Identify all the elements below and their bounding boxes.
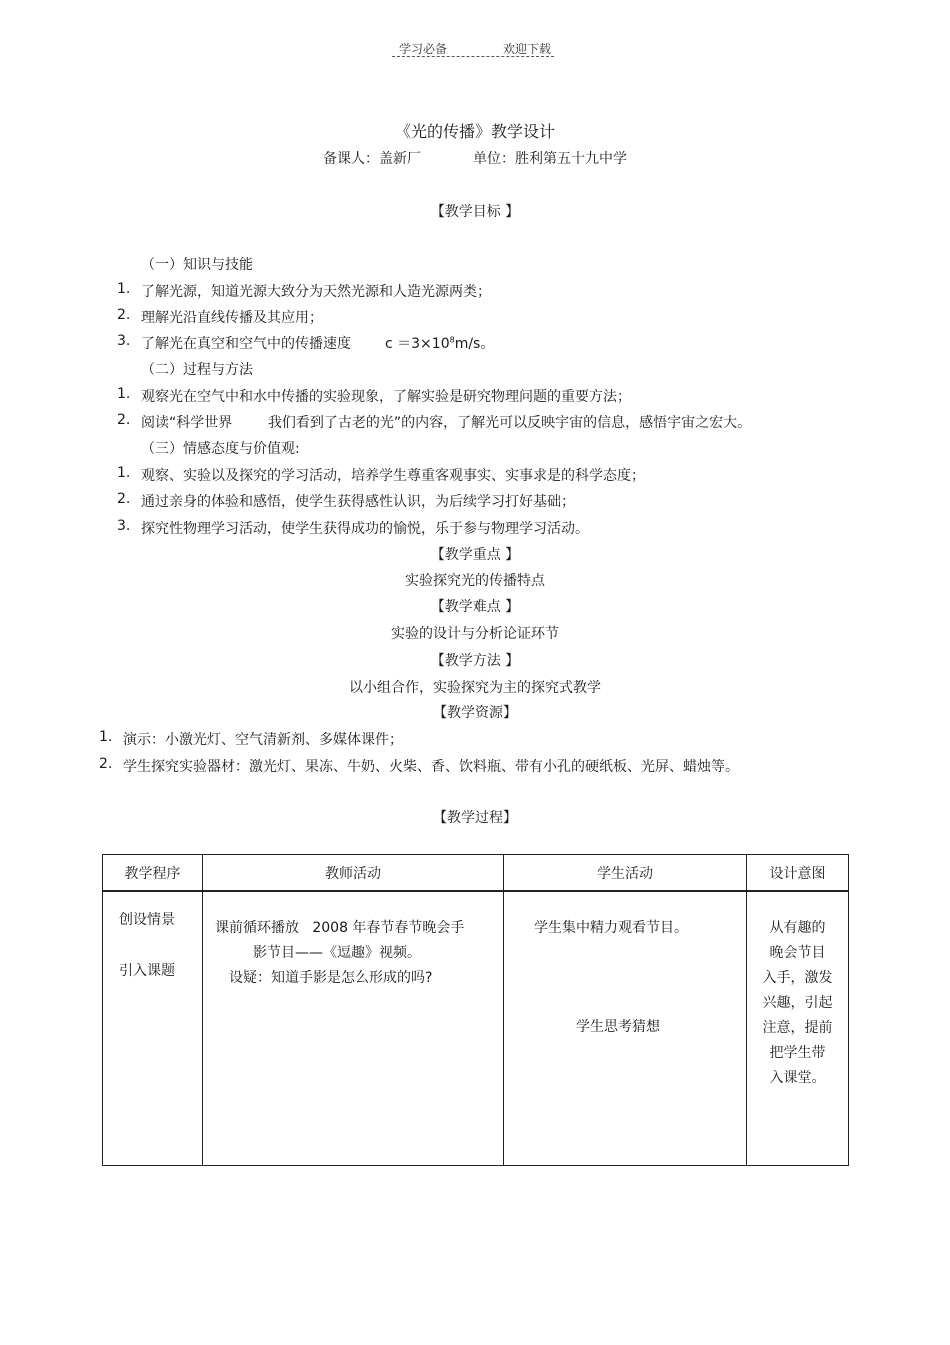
list-item: 观察、实验以及探究的学习活动，培养学生尊重客观事实、实事求是的科学态度； [141, 468, 645, 484]
process-heading: （二）过程与方法 [141, 362, 253, 378]
method-content: 以小组合作，实验探究为主的探究式教学 [349, 680, 601, 696]
list-item: 了解光源，知道光源大致分为天然光源和人造光源两类； [141, 284, 491, 300]
design-intent-cell [747, 891, 849, 1166]
key-point-content: 实验探究光的传播特点 [405, 573, 545, 589]
teacher-line: 设疑：知道手影是怎么形成的吗? [229, 970, 433, 986]
list-number: 3. [117, 518, 131, 534]
list-item: 学生探究实验器材：激光灯、果冻、牛奶、火柴、香、饮料瓶、带有小孔的硬纸板、光屏、蜡烛等。 [123, 759, 739, 775]
list-item: 理解光沿直线传播及其应用； [141, 310, 323, 326]
preparer: 备课人：盖新厂 [323, 151, 421, 167]
procedure-cell [103, 891, 203, 1166]
list-number: 2. [117, 307, 131, 323]
list-number: 2. [99, 756, 113, 772]
header-left: 学习必备 [398, 42, 447, 56]
list-number: 1. [117, 386, 131, 402]
intent-line: 注意，提前 [762, 1020, 833, 1036]
column-header: 教师活动 [203, 855, 504, 892]
intent-line: 入课堂。 [769, 1070, 826, 1086]
resources-heading: 【教学资源】 [433, 705, 517, 721]
list-number: 2. [117, 491, 131, 507]
table-header-row [103, 855, 849, 892]
intent-line: 兴趣，引起 [762, 995, 833, 1011]
list-number: 1. [117, 281, 131, 297]
unit: 单位：胜利第五十九中学 [473, 151, 627, 167]
list-item: 通过亲身的体验和感悟，使学生获得感性认识，为后续学习打好基础； [141, 494, 575, 510]
difficulty-heading: 【教学难点 】 [430, 599, 520, 615]
header-divider [392, 56, 554, 57]
speed-unit: m/s。 [454, 336, 495, 352]
list-number: 2. [117, 412, 131, 428]
list-number: 1. [117, 465, 131, 481]
procedure-line: 引入课题 [119, 963, 175, 979]
header-right: 欢迎下载 [503, 42, 552, 56]
list-item: 探究性物理学习活动，使学生获得成功的愉悦，乐于参与物理学习活动。 [141, 521, 589, 537]
intent-line: 把学生带 [769, 1045, 826, 1061]
emotion-heading: （三）情感态度与价值观: [141, 441, 300, 457]
column-header: 学生活动 [504, 855, 747, 892]
student-activity-cell [504, 891, 747, 1166]
page-header [0, 40, 950, 57]
process-section-heading: 【教学过程】 [433, 810, 517, 826]
teacher-line: 课前循环播放 2008 年春节春节晚会手 [215, 920, 465, 936]
intent-line: 晚会节目 [769, 945, 826, 961]
column-header: 教学程序 [103, 855, 203, 892]
method-heading: 【教学方法 】 [430, 653, 520, 669]
speed-formula: c ＝3×10 [385, 336, 450, 352]
intent-line: 入手，激发 [762, 970, 833, 986]
list-item: 观察光在空气中和水中传播的实验现象，了解实验是研究物理问题的重要方法； [141, 389, 631, 405]
column-header: 设计意图 [747, 855, 849, 892]
speed-exponent: 8 [449, 335, 455, 345]
list-number: 3. [117, 333, 131, 349]
student-line: 学生集中精力观看节目。 [534, 920, 688, 936]
knowledge-heading: （一）知识与技能 [141, 257, 253, 273]
table-row [103, 891, 849, 1166]
teacher-line: 影节目——《逗趣》视频。 [253, 945, 421, 961]
list-item [141, 333, 494, 353]
key-point-heading: 【教学重点 】 [430, 547, 520, 563]
document-title: 《光的传播》教学设计 [394, 122, 555, 141]
difficulty-content: 实验的设计与分析论证环节 [391, 626, 559, 642]
author-line [0, 148, 950, 168]
objectives-heading: 【教学目标 】 [430, 204, 520, 220]
procedure-line: 创设情景 [119, 912, 175, 928]
intent-line: 从有趣的 [769, 920, 826, 936]
teaching-process-table [102, 854, 849, 1166]
list-item: 阅读“科学世界 我们看到了古老的光”的内容，了解光可以反映宇宙的信息，感悟宇宙之宏大。 [141, 415, 752, 431]
speed-text: 了解光在真空和空气中的传播速度 [141, 336, 351, 352]
list-item: 演示：小激光灯、空气清新剂、多媒体课件； [123, 732, 403, 748]
teacher-activity-cell [203, 891, 504, 1166]
student-line: 学生思考猜想 [576, 1019, 660, 1035]
list-number: 1. [99, 729, 113, 745]
